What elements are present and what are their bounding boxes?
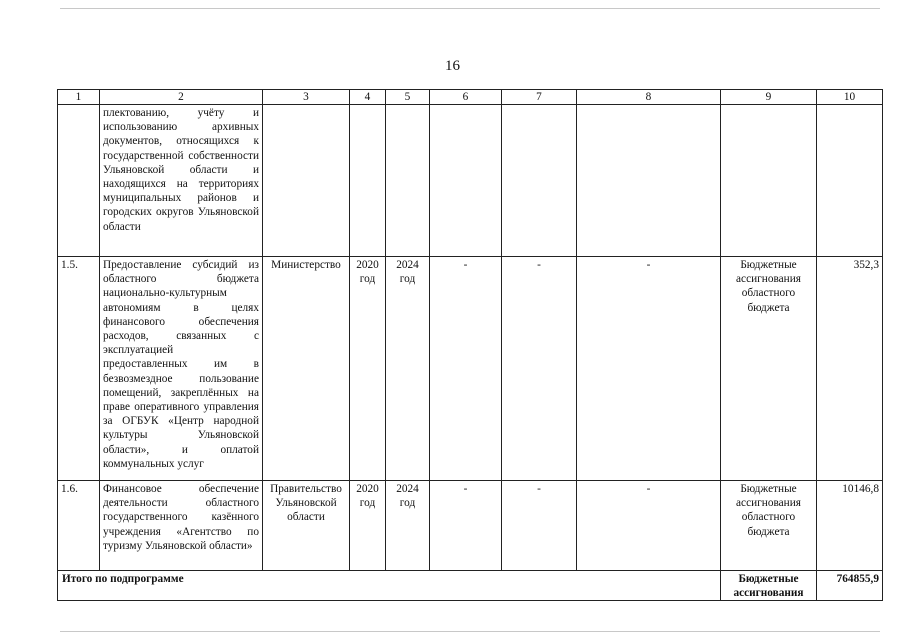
cell-col6: - bbox=[430, 257, 502, 481]
funding-source: Бюджетные ассигнования областного бюджета bbox=[721, 481, 817, 571]
column-number: 8 bbox=[577, 90, 721, 105]
column-number: 9 bbox=[721, 90, 817, 105]
table-row bbox=[58, 257, 883, 481]
total-row bbox=[58, 571, 883, 601]
column-number: 1 bbox=[58, 90, 100, 105]
executor: Министерство bbox=[263, 257, 350, 481]
cell-col8 bbox=[577, 105, 721, 257]
cell-col8: - bbox=[577, 257, 721, 481]
cell-col6: - bbox=[430, 481, 502, 571]
cell-col7 bbox=[502, 105, 577, 257]
column-number: 7 bbox=[502, 90, 577, 105]
cell-col8: - bbox=[577, 481, 721, 571]
funding-amount bbox=[817, 105, 883, 257]
executor: Правительство Ульяновской области bbox=[263, 481, 350, 571]
end-year: 2024 год bbox=[386, 257, 430, 481]
cell-col6 bbox=[430, 105, 502, 257]
total-amount: 764855,9 bbox=[817, 571, 883, 601]
table-row bbox=[58, 481, 883, 571]
column-number: 10 bbox=[817, 90, 883, 105]
total-label: Итого по подпрограмме bbox=[58, 571, 721, 601]
end-year bbox=[386, 105, 430, 257]
program-table bbox=[57, 89, 883, 601]
scan-edge-bottom bbox=[60, 631, 880, 632]
column-number: 4 bbox=[350, 90, 386, 105]
row-number: 1.6. bbox=[58, 481, 100, 571]
column-number: 2 bbox=[100, 90, 263, 105]
end-year: 2024 год bbox=[386, 481, 430, 571]
measure-name: плектованию, учёту и использованию архивных документов, относящихся к государственной собственности Ульяновской области и находящихся на территориях муниципальных районов и городских округов Ульяновской области bbox=[100, 105, 263, 257]
column-number-header bbox=[58, 90, 883, 105]
funding-amount: 352,3 bbox=[817, 257, 883, 481]
funding-amount: 10146,8 bbox=[817, 481, 883, 571]
column-number: 5 bbox=[386, 90, 430, 105]
funding-source: Бюджетные ассигнования областного бюджета bbox=[721, 257, 817, 481]
cell-col7: - bbox=[502, 481, 577, 571]
row-number: 1.5. bbox=[58, 257, 100, 481]
column-number: 3 bbox=[263, 90, 350, 105]
executor bbox=[263, 105, 350, 257]
total-funding-source-text: Бюджетные ассигнования bbox=[733, 573, 804, 598]
total-funding-source bbox=[721, 571, 817, 601]
measure-name: Предоставление субсидий из областного бюджета национально-культурным автономиям в целях финансового обеспечения расходов, связанных с эксплуатацией предоставленных им в безвозмездное пользование помещений, закреплённых на праве оперативного управления за ОГБУК «Центр народной культуры Ульяновской области», и оплатой коммунальных услуг bbox=[100, 257, 263, 481]
measure-name: Финансовое обеспечение деятельности областного государственного казённого учреждения «Агентство по туризму Ульяновской области» bbox=[100, 481, 263, 571]
page-number: 16 bbox=[445, 58, 460, 74]
start-year: 2020 год bbox=[350, 257, 386, 481]
row-number bbox=[58, 105, 100, 257]
start-year: 2020 год bbox=[350, 481, 386, 571]
table-row bbox=[58, 105, 883, 257]
scan-edge-top bbox=[60, 8, 880, 9]
funding-source bbox=[721, 105, 817, 257]
column-number: 6 bbox=[430, 90, 502, 105]
cell-col7: - bbox=[502, 257, 577, 481]
start-year bbox=[350, 105, 386, 257]
